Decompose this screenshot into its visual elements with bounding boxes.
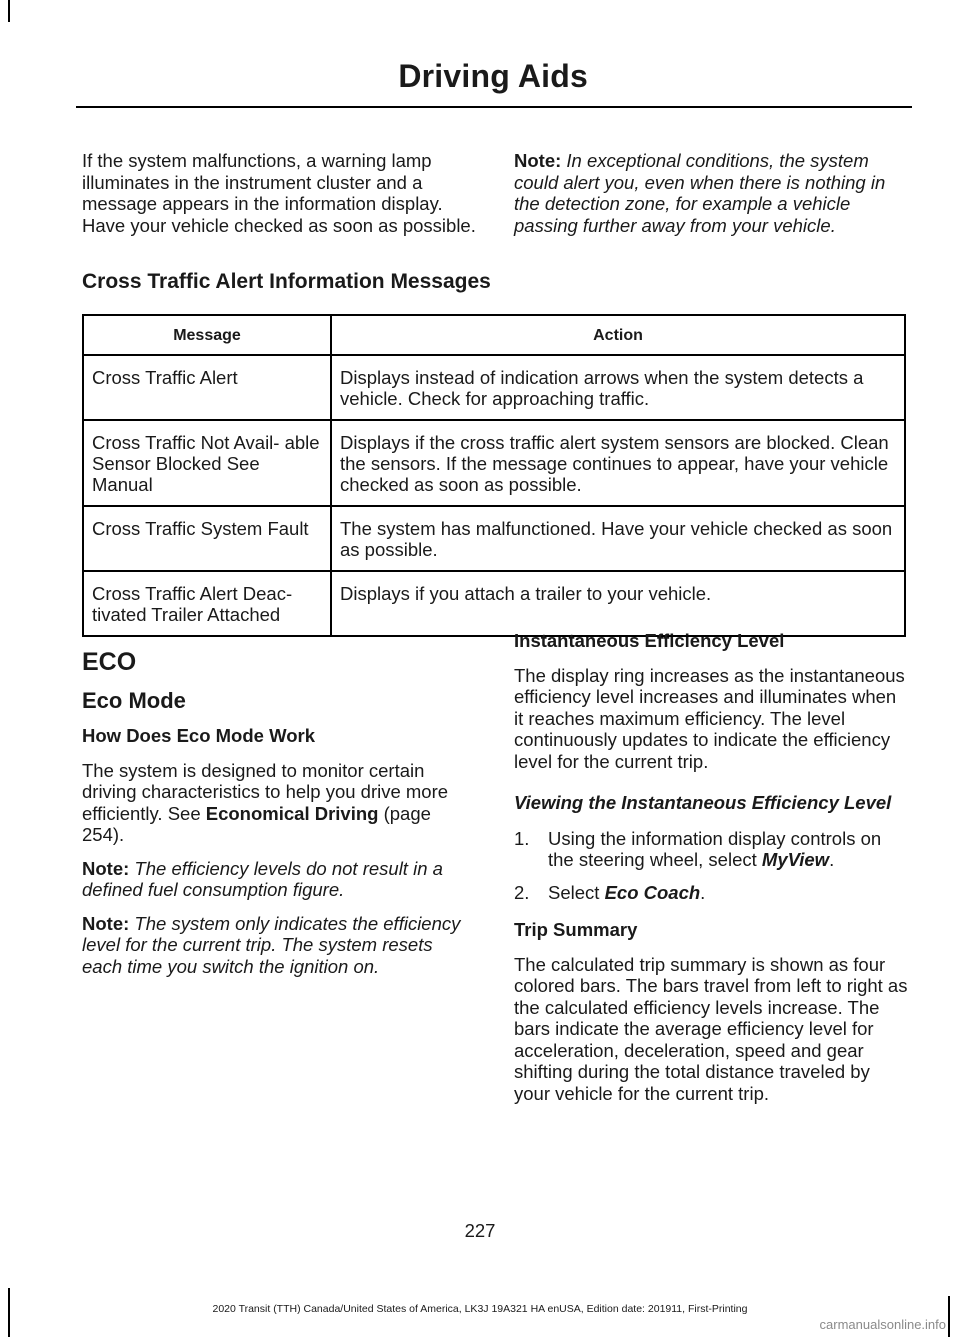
action-cell: Displays if you attach a trailer to your vehicle. bbox=[340, 583, 712, 604]
crop-mark-top-left bbox=[8, 0, 10, 22]
step-2 bbox=[514, 882, 908, 904]
eco-mode-title: Eco Mode bbox=[82, 687, 186, 713]
table-row bbox=[83, 355, 905, 420]
table-row bbox=[83, 420, 905, 506]
economical-driving-link[interactable]: Economical Driving bbox=[205, 802, 379, 824]
message-cell: Cross Traffic Alert Deac- tivated Trailer Attached bbox=[83, 571, 331, 636]
note-label: Note: bbox=[82, 912, 130, 934]
action-cell: Displays instead of indication arrows when the system detects a vehicle. Check for approaching traffic. bbox=[331, 355, 905, 420]
column-header-message: Message bbox=[83, 315, 331, 355]
step-1 bbox=[514, 828, 908, 871]
note-text: In exceptional conditions, the system could alert you, even when there is nothing in the detection zone, for example a vehicle passing further away from your vehicle. bbox=[514, 150, 886, 236]
column-header-action: Action bbox=[331, 315, 905, 355]
eco-right-column bbox=[514, 630, 908, 1116]
trip-summary-title: Trip Summary bbox=[514, 919, 638, 940]
step-number: 1. bbox=[514, 827, 530, 849]
page-section-title: Driving Aids bbox=[398, 58, 588, 94]
action-cell: Displays if the cross traffic alert system sensors are blocked. Clean the sensors. If the message continues to appear, have your vehicle checked as soon as possible. bbox=[331, 420, 905, 506]
instantaneous-efficiency-text: The display ring increases as the instantaneous efficiency level increases and illuminates when it reaches maximum efficiency. The level continuously updates to indicate the efficiency level for the current trip. bbox=[514, 664, 905, 772]
action-cell: The system has malfunctioned. Have your vehicle checked as soon as possible. bbox=[331, 506, 905, 571]
note-label: Note: bbox=[82, 857, 130, 879]
trip-summary-text: The calculated trip summary is shown as four colored bars. The bars travel from left to right as the calculated efficiency levels increase. The bars indicate the average efficiency level for acceleration, deceleration, speed and gear shifting during the total distance traveled by your vehicle for the current trip. bbox=[514, 953, 908, 1104]
eco-left-column bbox=[82, 648, 477, 989]
cross-traffic-table bbox=[82, 314, 906, 637]
page-reference: (page 254). bbox=[82, 802, 431, 845]
step-number: 2. bbox=[514, 881, 530, 903]
eco-note-2 bbox=[82, 913, 477, 978]
instantaneous-efficiency-title: Instantaneous Efficiency Level bbox=[514, 630, 785, 651]
eco-title: ECO bbox=[82, 648, 137, 676]
myview-option: MyView bbox=[761, 849, 830, 870]
message-cell: Cross Traffic Not Avail- able Sensor Blocked See Manual bbox=[83, 420, 331, 506]
viewing-instantaneous-title: Viewing the Instantaneous Efficiency Level bbox=[514, 792, 892, 813]
note-label: Note: bbox=[514, 150, 562, 171]
step-text bbox=[548, 828, 908, 871]
table-row bbox=[83, 571, 905, 636]
note-text: The system only indicates the efficiency level for the current trip. The system resets each time you switch the ignition on. bbox=[82, 912, 461, 977]
cross-traffic-heading: Cross Traffic Alert Information Messages bbox=[82, 270, 491, 293]
table-row bbox=[83, 506, 905, 571]
message-cell: Cross Traffic Alert bbox=[83, 355, 331, 420]
malfunction-paragraph: If the system malfunctions, a warning lamp illuminates in the instrument cluster and a message appears in the information display. Have your vehicle checked as soon as possible. bbox=[82, 150, 476, 236]
watermark: carmanualsonline.info bbox=[819, 1317, 946, 1332]
step-text bbox=[548, 882, 705, 904]
eco-mode-description bbox=[82, 760, 477, 846]
eco-coach-option: Eco Coach bbox=[604, 881, 701, 903]
intro-right-column bbox=[514, 150, 908, 248]
eco-mode-text: The system is designed to monitor certain driving characteristics to help you drive more efficiently. See bbox=[82, 759, 449, 824]
header-rule bbox=[76, 106, 912, 108]
period: . bbox=[700, 881, 706, 903]
step-2-text: Select bbox=[548, 881, 600, 903]
detection-note bbox=[514, 150, 908, 236]
intro-left-column bbox=[82, 150, 477, 248]
page-number: 227 bbox=[464, 1220, 496, 1241]
message-cell: Cross Traffic System Fault bbox=[83, 506, 331, 571]
step-1-text: Using the information display controls on the steering wheel, select bbox=[548, 827, 882, 870]
how-eco-mode-works-title: How Does Eco Mode Work bbox=[82, 725, 315, 746]
period: . bbox=[829, 849, 835, 870]
note-text: The efficiency levels do not result in a defined fuel consumption figure. bbox=[82, 857, 443, 900]
edition-footer: 2020 Transit (TTH) Canada/United States of America, LK3J 19A321 HA enUSA, Edition date: 201911, First-Printing bbox=[212, 1303, 748, 1315]
table-header-row bbox=[83, 315, 905, 355]
eco-note-1 bbox=[82, 858, 477, 901]
